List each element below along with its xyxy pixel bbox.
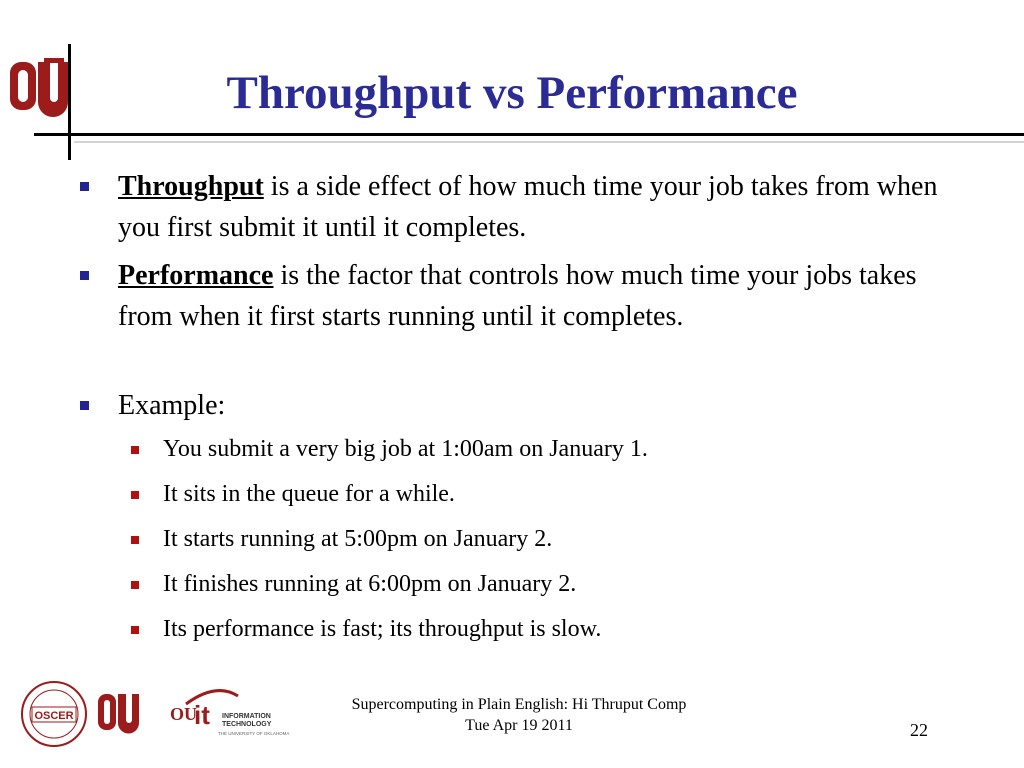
footer-course-title: Supercomputing in Plain English: Hi Thruput Comp (351, 696, 687, 713)
bullet-text: Example: (118, 390, 226, 421)
ou-it-logo-icon (170, 691, 289, 736)
sub-bullet-marker (131, 581, 139, 589)
footer-logos (20, 680, 290, 750)
slide-title: Throughput vs Performance (226, 67, 798, 119)
header-vertical-line (68, 44, 71, 160)
sub-bullet-text: Its performance is fast; its throughput is slow. (163, 616, 602, 642)
oscer-seal-icon (22, 682, 86, 746)
sub-bullet-marker (131, 626, 139, 634)
sub-bullet-text: It finishes running at 6:00pm on January 2. (163, 571, 577, 597)
term-performance: Performance (118, 260, 274, 291)
sub-bullet-text: It sits in the queue for a while. (163, 481, 455, 507)
sub-bullet-marker (131, 536, 139, 544)
ou-logo (8, 52, 70, 136)
svg-text:OU: OU (170, 704, 197, 724)
header-horizontal-line (34, 133, 1024, 136)
sub-bullet-text: It starts running at 5:00pm on January 2. (163, 526, 553, 552)
term-throughput: Throughput (118, 171, 264, 202)
svg-text:OSCER: OSCER (34, 710, 74, 722)
ou-logo-icon (8, 52, 70, 136)
svg-text:INFORMATION: INFORMATION (222, 713, 271, 720)
bullet-marker (80, 182, 89, 191)
svg-text:it: it (194, 700, 210, 730)
bullet-text: is a side effect of how much time your job takes from when you first submit it until it completes. (118, 171, 938, 243)
bullet-marker (80, 401, 89, 410)
footer-date: Tue Apr 19 2011 (465, 717, 573, 734)
bullet-marker (80, 271, 89, 280)
ou-footer-logo-icon (98, 694, 139, 734)
page-number: 22 (910, 720, 928, 740)
sub-bullet-marker (131, 446, 139, 454)
sub-bullet-marker (131, 491, 139, 499)
header-shadow-line (74, 141, 1024, 143)
sub-bullet-text: You submit a very big job at 1:00am on January 1. (163, 436, 648, 462)
svg-text:TECHNOLOGY: TECHNOLOGY (222, 721, 272, 728)
svg-text:THE UNIVERSITY OF OKLAHOMA: THE UNIVERSITY OF OKLAHOMA (218, 731, 290, 736)
bullet-text: is the factor that controls how much time your jobs takes from when it first starts running until it completes. (118, 260, 917, 332)
footer-text (296, 694, 742, 736)
footer-logos-icon (20, 680, 290, 750)
